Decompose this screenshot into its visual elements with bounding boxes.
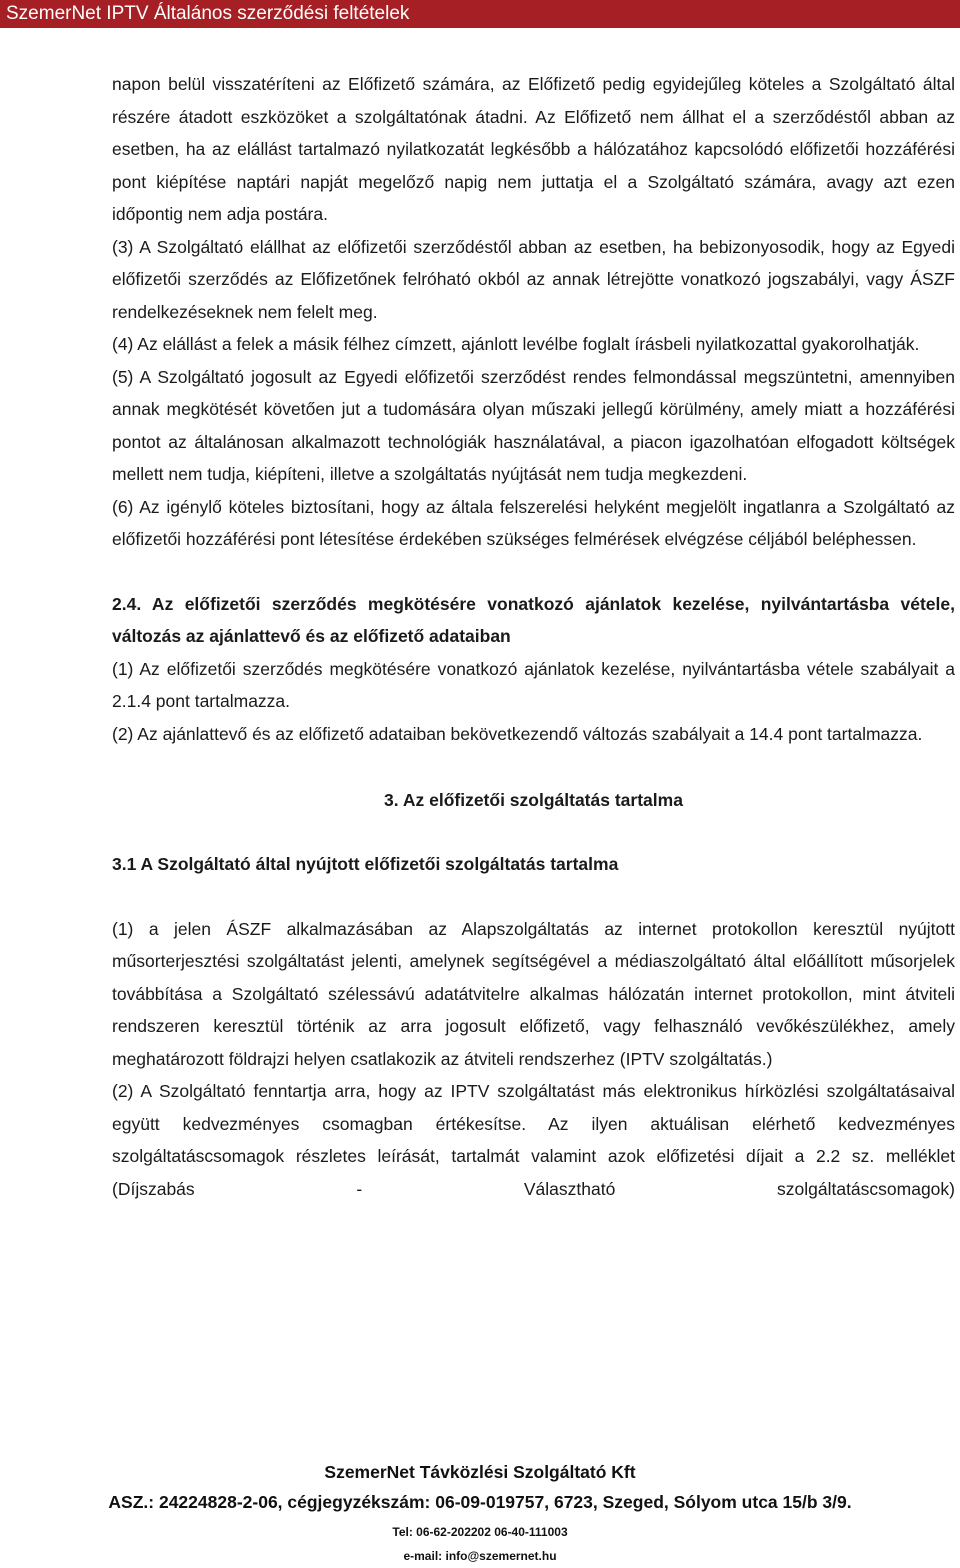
paragraph-5: (5) A Szolgáltató jogosult az Egyedi előfizetői szerződést rendes felmondással megszüntetni, amennyiben annak megkötését követően jut a tudomására olyan műszaki jellegű körülmény, amely miatt a hozzáférési pontot az általánosan alkalmazott technológiák használatával, a piacon igazolhatóan elfogadott költségek mellett nem tudja, kiépíteni, illetve a szolgáltatás nyújtását nem tudja megkezdeni.	[112, 366, 955, 484]
spacer	[112, 556, 955, 588]
section-heading-3-1: 3.1 A Szolgáltató által nyújtott előfizetői szolgáltatás tartalma	[112, 854, 619, 874]
section-heading-3: 3. Az előfizetői szolgáltatás tartalma	[384, 790, 683, 810]
paragraph-2-4-2: (2) Az ajánlattevő és az előfizető adataiban bekövetkezendő változás szabályait a 14.4 pont tartalmazza.	[112, 723, 923, 744]
footer-company: SzemerNet Távközlési Szolgáltató Kft	[324, 1462, 636, 1482]
spacer	[112, 750, 955, 784]
paragraph-6: (6) Az igénylő köteles biztosítani, hogy az általa felszerelési helyként megjelölt ingatlanra a Szolgáltató az előfizetői hozzáférési pont létesítése érdekében szükséges felmérések elvégzése céljából beléphessen.	[112, 496, 955, 549]
paragraph-4: (4) Az elállást a felek a másik félhez címzett, ajánlott levélbe foglalt írásbeli nyilatkozattal gyakorolhatják.	[112, 334, 920, 354]
footer-email: e-mail: info@szemernet.hu	[403, 1549, 557, 1563]
paragraph-intro: napon belül visszatéríteni az Előfizető számára, az Előfizető pedig egyidejűleg köteles a Szolgáltató által részére átadott eszközöket a szolgáltatónak átadni. Az Előfizető nem állhat el a szerződéstől abban az esetben, ha az elállást tartalmazó nyilatkozatát legkésőbb a hálózatához kapcsolódó előfizetői hozzáférési pont kiépítése naptári napját megelőző napig nem juttatja el a Szolgáltató számára, avagy azt ezen időpontig nem adja postára.	[112, 74, 955, 224]
paragraph-3: (3) A Szolgáltató elállhat az előfizetői szerződéstől abban az esetben, ha bebizonyosodik, hogy az Egyedi előfizetői szerződés az Előfizetőnek felróható okból az annak létrejötte vonatkozó jogszabályi, vagy ÁSZF rendelkezéseknek nem felelt meg.	[112, 236, 955, 322]
spacer	[112, 881, 955, 913]
footer-registry: ASZ.: 24224828-2-06, cégjegyzékszám: 06-09-019757, 6723, Szeged, Sólyom utca 15/b 3/9.	[108, 1492, 852, 1512]
document-body	[112, 68, 955, 1205]
footer-phone: Tel: 06-62-202202 06-40-111003	[392, 1525, 568, 1539]
paragraph-2-4-1: (1) Az előfizetői szerződés megkötésére vonatkozó ajánlatok kezelése, nyilvántartásba vétele szabályait a 2.1.4 pont tartalmazza.	[112, 658, 955, 711]
spacer	[112, 816, 955, 848]
document-title: SzemerNet IPTV Általános szerződési feltételek	[6, 3, 410, 24]
paragraph-3-1-2: (2) A Szolgáltató fenntartja arra, hogy az IPTV szolgáltatást más elektronikus hírközlési szolgáltatásaival együtt kedvezményes csomagban értékesítse. Az ilyen aktuálisan elérhető kedvezményes szolgáltatáscsomagok részletes leírását, tartalmát valamint azok előfizetési díjait a 2.2 sz. melléklet (Díjszabás - Választható szolgáltatáscsomagok)	[112, 1081, 955, 1199]
page-header	[0, 0, 960, 28]
paragraph-3-1-1: (1) a jelen ÁSZF alkalmazásában az Alapszolgáltatás az internet protokollon keresztül nyújtott műsorterjesztési szolgáltatást jelenti, amelynek segítségével a médiaszolgáltató által előállított műsorjelek továbbítása a Szolgáltató szélessávú adatátvitelre alkalmas hálózatán internet protokollon, mint átviteli rendszeren keresztül történik az arra jogosult előfizető, vagy felhasználó vevőkészülékhez, amely meghatározott földrajzi helyen csatlakozik az átviteli rendszerhez (IPTV szolgáltatás.)	[112, 918, 955, 1069]
section-heading-2-4: 2.4. Az előfizetői szerződés megkötésére vonatkozó ajánlatok kezelése, nyilvántartásba vétele, változás az ajánlattevő és az előfizető adataiban	[112, 593, 955, 646]
